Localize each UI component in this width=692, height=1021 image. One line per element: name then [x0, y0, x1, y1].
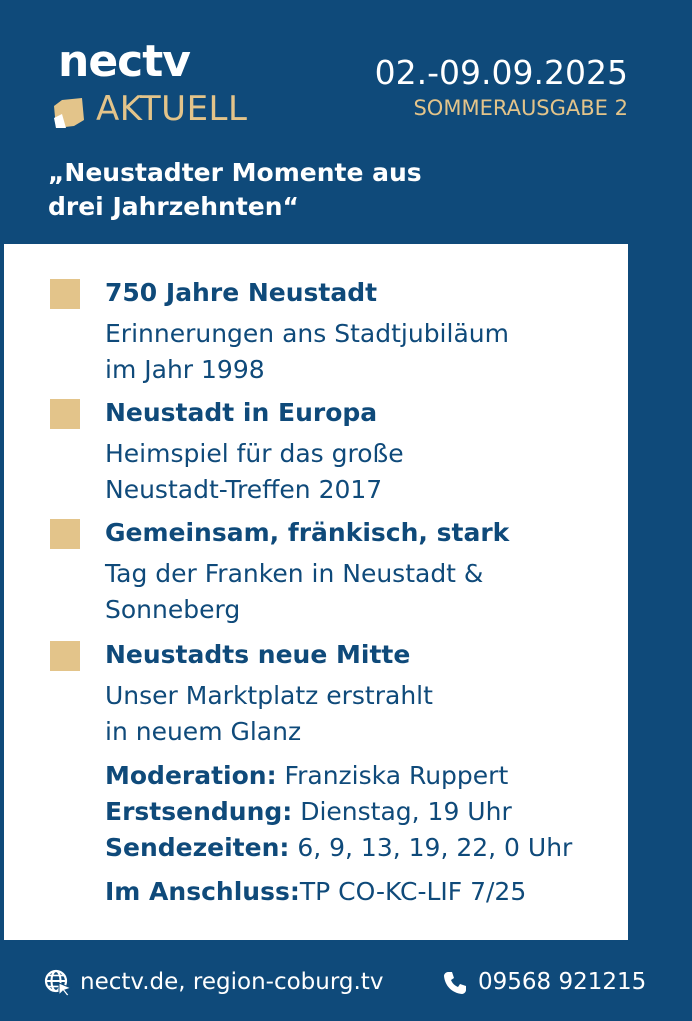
website-link[interactable]: nectv.de, region-coburg.tv — [80, 969, 384, 995]
brand-logo: nectv — [58, 36, 190, 87]
square-bullet-icon — [50, 641, 80, 671]
sendezeiten-line — [105, 830, 625, 866]
moderation-label: Moderation: — [105, 761, 277, 790]
square-bullet-icon — [50, 519, 80, 549]
sendezeiten-label: Sendezeiten: — [105, 833, 290, 862]
headline — [48, 156, 608, 224]
moderation-value: Franziska Ruppert — [276, 761, 509, 790]
topic-description-line: Sonneberg — [105, 595, 241, 624]
topic-title: Gemeinsam, fränkisch, stark — [105, 518, 510, 547]
phone-number[interactable]: 09568 921215 — [478, 969, 647, 995]
topic-description — [105, 556, 605, 628]
edition-label: SOMMERAUSGABE 2 — [413, 96, 628, 120]
moderation-line — [105, 758, 625, 794]
topic-description — [105, 436, 605, 508]
topic-description-line: im Jahr 1998 — [105, 355, 265, 384]
topic-description-line: in neuem Glanz — [105, 717, 302, 746]
headline-line-1: „Neustadter Momente aus — [48, 158, 422, 187]
topic-description — [105, 678, 605, 750]
topic-description — [105, 316, 605, 388]
phone-icon — [442, 970, 468, 996]
square-bullet-icon — [50, 399, 80, 429]
topic-title: Neustadts neue Mitte — [105, 640, 411, 669]
footer — [44, 964, 664, 1000]
sticky-note-logo-icon — [52, 96, 86, 130]
topic-description-line: Heimspiel für das große — [105, 439, 404, 468]
square-bullet-icon — [50, 279, 80, 309]
topic-title: Neustadt in Europa — [105, 398, 378, 427]
sendezeiten-value: 6, 9, 13, 19, 22, 0 Uhr — [289, 833, 573, 862]
anschluss-label: Im Anschluss: — [105, 877, 300, 906]
program-card — [4, 244, 628, 940]
erstsendung-label: Erstsendung: — [105, 797, 293, 826]
topic-title: 750 Jahre Neustadt — [105, 278, 378, 307]
issue-date: 02.-09.09.2025 — [374, 53, 628, 92]
globe-cursor-icon — [44, 969, 72, 997]
erstsendung-value: Dienstag, 19 Uhr — [292, 797, 512, 826]
topic-description-line: Tag der Franken in Neustadt & — [105, 559, 484, 588]
erstsendung-line — [105, 794, 625, 830]
anschluss-line — [105, 874, 625, 910]
topic-description-line: Erinnerungen ans Stadtjubiläum — [105, 319, 509, 348]
anschluss-value: TP CO-KC-LIF 7/25 — [299, 877, 527, 906]
topic-description-line: Neustadt-Treffen 2017 — [105, 475, 383, 504]
brand-sublogo: AKTUELL — [96, 89, 248, 129]
headline-line-2: drei Jahrzehnten“ — [48, 192, 299, 221]
topic-description-line: Unser Marktplatz erstrahlt — [105, 681, 433, 710]
